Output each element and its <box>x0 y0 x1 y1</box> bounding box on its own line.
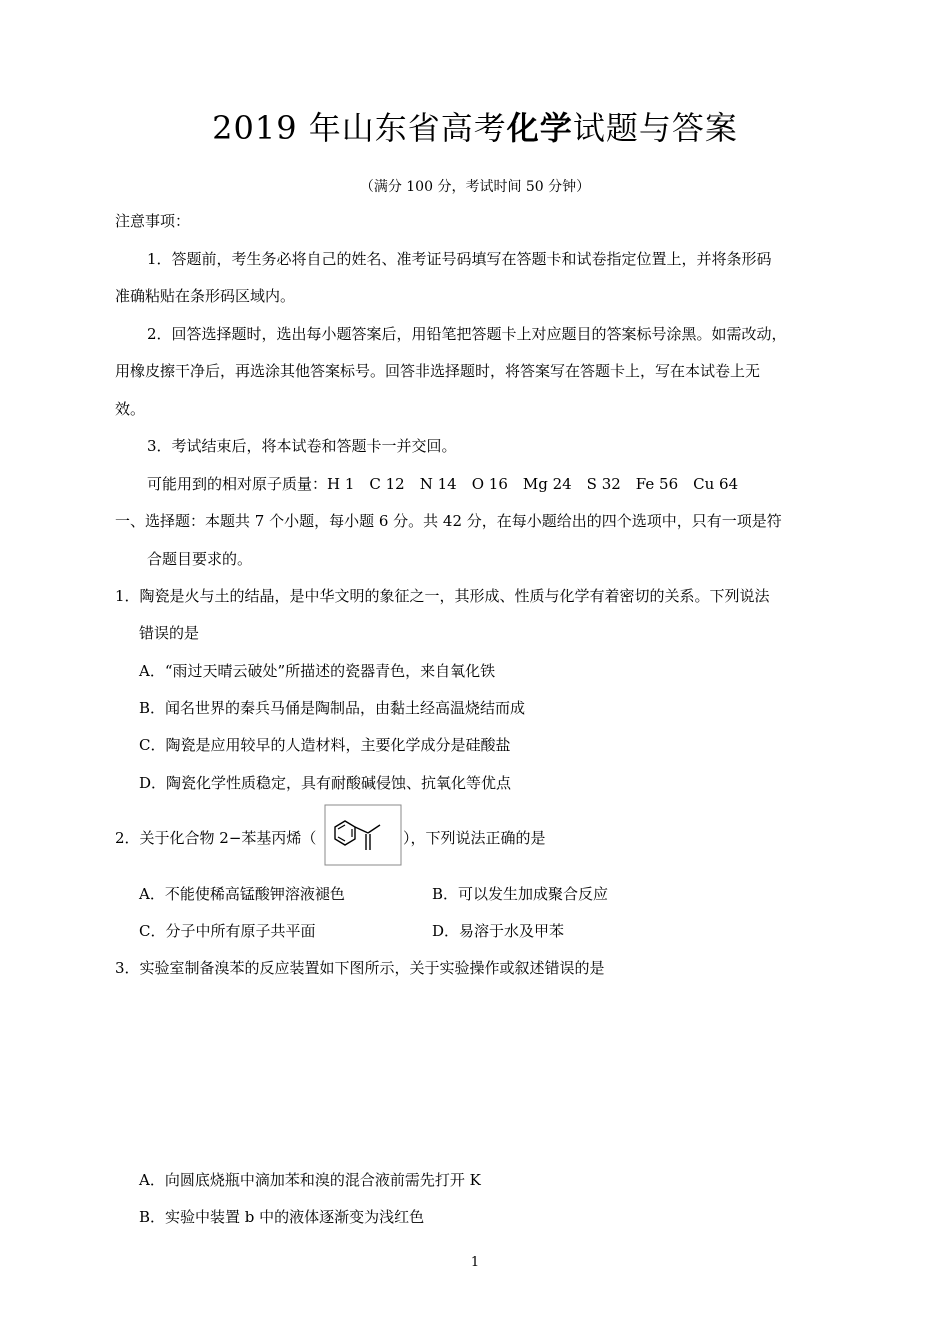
q3-stem: 3．实验室制备溴苯的反应装置如下图所示，关于实验操作或叙述错误的是 <box>115 959 605 977</box>
page-number: 1 <box>470 1255 480 1270</box>
title-post: 试题与答案 <box>572 109 738 147</box>
q3-option-b: B．实验中装置 b 中的液体逐渐变为浅红色 <box>139 1208 425 1226</box>
section-heading-line-1: 一、选择题：本题共 7 个小题，每小题 6 分。共 42 分，在每小题给出的四个选项中，只有一项是符 <box>115 512 782 530</box>
q1-stem-line-2: 错误的是 <box>139 624 200 642</box>
section-heading-line-2: 合题目要求的。 <box>147 550 253 568</box>
q1-option-c: C．陶瓷是应用较早的人造材料，主要化学成分是硅酸盐 <box>139 736 511 754</box>
q1-option-d: D．陶瓷化学性质稳定，具有耐酸碱侵蚀、抗氧化等优点 <box>139 774 512 792</box>
q1-option-b: B．闻名世界的秦兵马俑是陶制品，由黏土经高温烧结而成 <box>139 699 526 717</box>
q2-option-b: B．可以发生加成聚合反应 <box>432 885 609 903</box>
q1-stem-line-1: 1．陶瓷是火与土的结晶，是中华文明的象征之一，其形成、性质与化学有着密切的关系。下列说法 <box>115 587 770 605</box>
notice-2-line-3: 效。 <box>115 400 146 418</box>
q2-option-d: D．易溶于水及甲苯 <box>432 922 565 940</box>
page-title <box>0 108 950 148</box>
q1-option-a: A．“雨过天晴云破处”所描述的瓷器青色，来自氧化铁 <box>139 662 496 680</box>
notice-3: 3．考试结束后，将本试卷和答题卡一并交回。 <box>147 437 457 455</box>
title-pre: 2019 年山东省高考 <box>212 109 507 147</box>
q3-option-a: A．向圆底烧瓶中滴加苯和溴的混合液前需先打开 K <box>139 1171 481 1189</box>
ring-double-bond-1 <box>338 825 345 829</box>
methyl-bond <box>368 825 380 833</box>
structure-frame <box>325 805 401 865</box>
ring-double-bond-3 <box>338 837 345 841</box>
q2-stem-pre: 2．关于化合物 2−苯基丙烯（ <box>115 829 317 847</box>
exam-subtitle: （满分 100 分，考试时间 50 分钟） <box>359 179 591 195</box>
notice-1-line-2: 准确粘贴在条形码区域内。 <box>115 287 296 305</box>
notice-2-line-2: 用橡皮擦干净后，再选涂其他答案标号。回答非选择题时，将答案写在答题卡上，写在本试卷上无 <box>115 362 761 380</box>
q2-option-a: A．不能使稀高锰酸钾溶液褪色 <box>139 885 345 903</box>
notice-2-line-1: 2．回答选择题时，选出每小题答案后，用铅笔把答题卡上对应题目的答案标号涂黑。如需改动， <box>147 325 787 343</box>
2-phenylpropene-structure-image <box>324 804 402 866</box>
notice-1-line-1: 1．答题前，考生务必将自己的姓名、准考证号码填写在答题卡和试卷指定位置上，并将条形码 <box>147 250 772 268</box>
ring-to-alkene-bond <box>355 827 368 833</box>
title-bold: 化学 <box>506 109 573 147</box>
notice-heading: 注意事项： <box>115 212 191 230</box>
q2-stem-post: ），下列说法正确的是 <box>403 829 546 847</box>
q2-option-c: C．分子中所有原子共平面 <box>139 922 316 940</box>
atomic-masses: 可能用到的相对原子质量：H 1 C 12 N 14 O 16 Mg 24 S 32 Fe 56 Cu 64 <box>147 475 739 493</box>
